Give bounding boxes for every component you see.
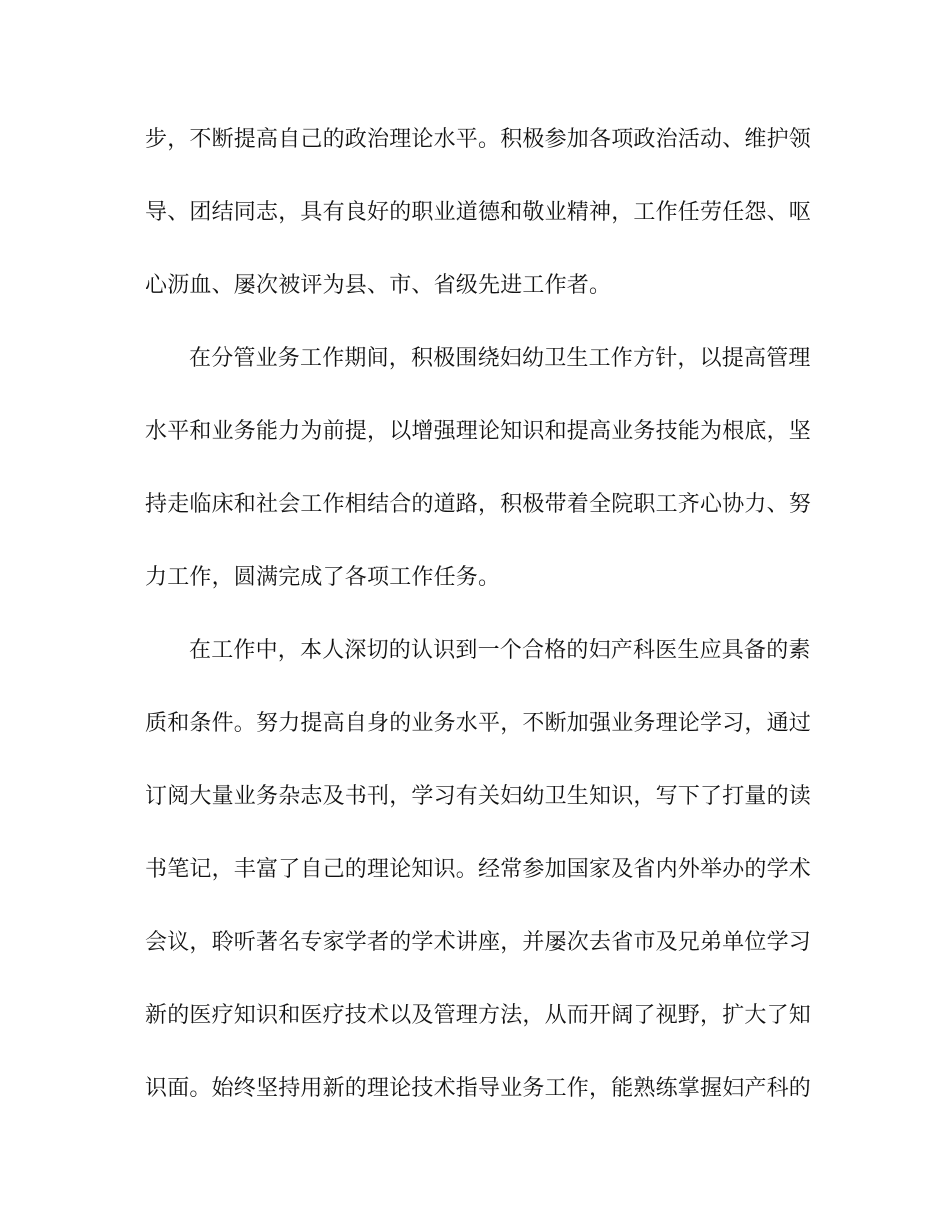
text-line-3: 心沥血、屡次被评为县、市、省级先进工作者。 [145, 273, 612, 298]
text-line-6: 持走临床和社会工作相结合的道路，积极带着全院职工齐心协力、努 [145, 492, 812, 517]
text-line-14: 识面。始终坚持用新的理论技术指导业务工作，能熟练掌握妇产科的 [145, 1076, 812, 1101]
text-line-2: 导、团结同志，具有良好的职业道德和敬业精神，工作任劳任怨、呕 [145, 200, 812, 225]
text-line-12: 会议，聆听著名专家学者的学术讲座，并屡次去省市及兄弟单位学习 [145, 930, 812, 955]
text-line-11: 书笔记，丰富了自己的理论知识。经常参加国家及省内外举办的学术 [145, 857, 812, 882]
text-line-5: 水平和业务能力为前提，以增强理论知识和提高业务技能为根底，坚 [145, 419, 812, 444]
text-line-10: 订阅大量业务杂志及书刊，学习有关妇幼卫生知识，写下了打量的读 [145, 784, 812, 809]
paragraph-3-line-1: 在工作中，本人深切的认识到一个合格的妇产科医生应具备的素 [189, 638, 811, 663]
paragraph-2-line-1: 在分管业务工作期间，积极围绕妇幼卫生工作方针，以提高管理 [189, 346, 811, 371]
text-line-13: 新的医疗知识和医疗技术以及管理方法，从而开阔了视野，扩大了知 [145, 1003, 812, 1028]
text-line-9: 质和条件。努力提高自身的业务水平，不断加强业务理论学习，通过 [145, 711, 812, 736]
text-line-7: 力工作，圆满完成了各项工作任务。 [145, 565, 501, 590]
text-line-1: 步，不断提高自己的政治理论水平。积极参加各项政治活动、维护领 [145, 127, 812, 152]
